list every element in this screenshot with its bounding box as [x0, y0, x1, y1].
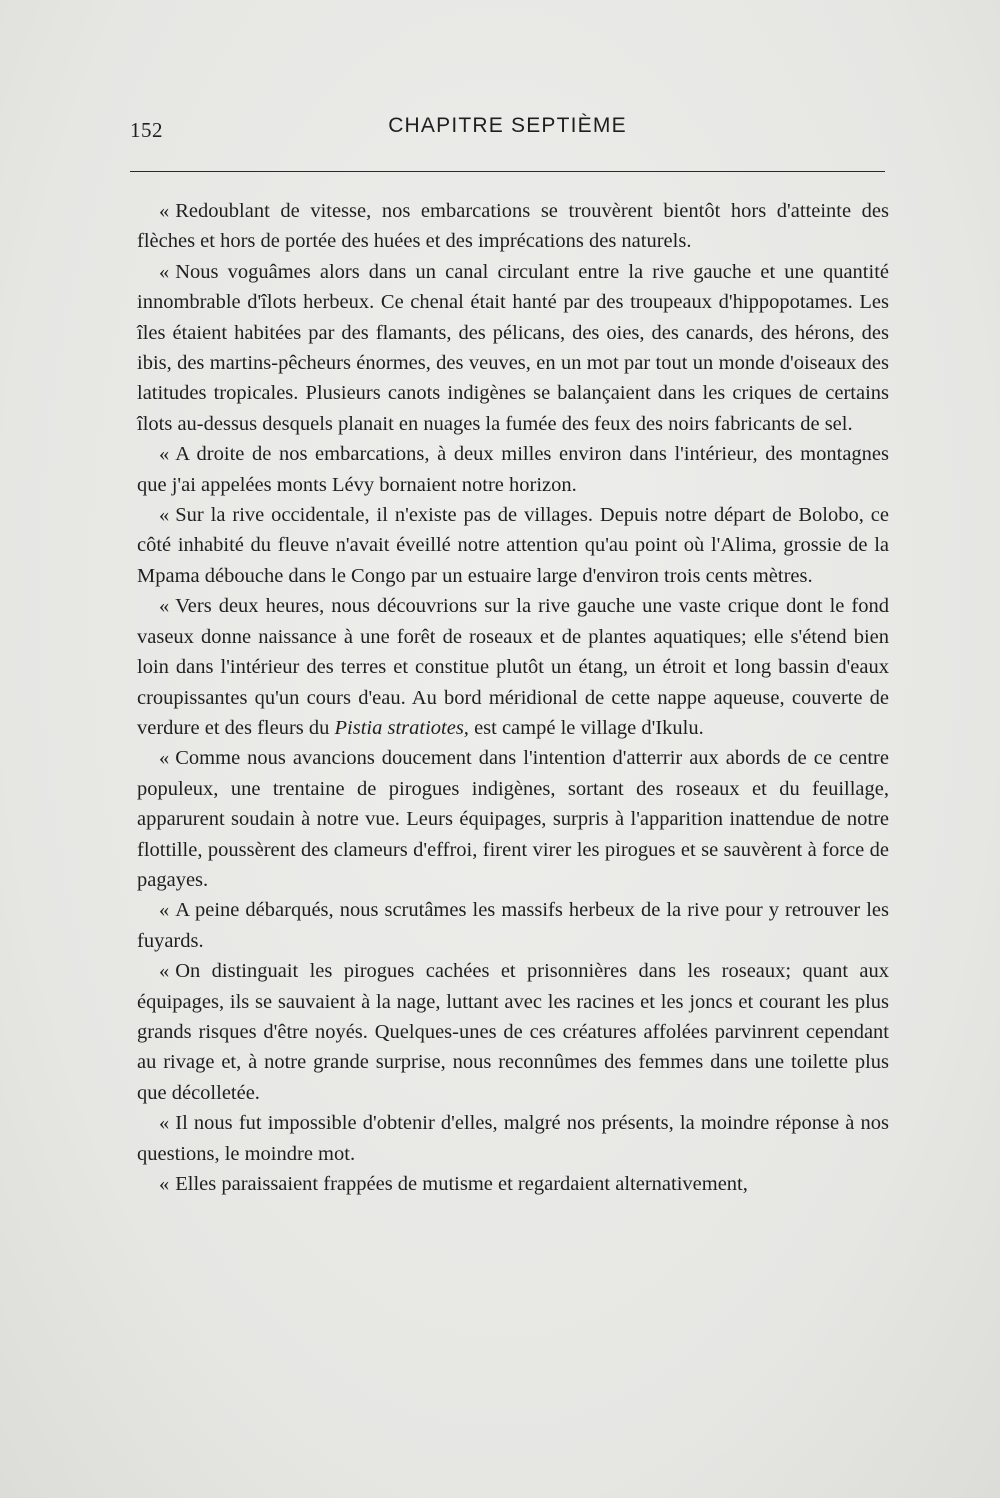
opening-guillemet: « [159, 1112, 170, 1135]
opening-guillemet: « [159, 899, 170, 922]
page-header [130, 114, 885, 144]
paragraph [137, 591, 889, 743]
paragraph-text: Vers deux heures, nous découvrions sur la rive gauche une vaste crique dont le fond vaseux donne naissance à une forêt de roseaux et de plantes aquatiques; elle s'étend bien loin dans l'intérieur des terres et constitue plutôt un étang, un étroit et long bassin d'eaux croupissantes qu'un cours d'eau. Au bord méridional de cette nappe aqueuse, couverte de verdure et des fleurs du [137, 595, 889, 739]
paragraph-text: est campé le village d'Ikulu. [468, 716, 704, 739]
opening-guillemet: « [159, 1173, 170, 1195]
paragraph-text: A peine débarqués, nous scrutâmes les massifs herbeux de la rive pour y retrouver les fuyards. [137, 899, 889, 952]
opening-guillemet: « [159, 260, 170, 283]
paragraph-text: Il nous fut impossible d'obtenir d'elles, malgré nos présents, la moindre réponse à nos questions, le moindre mot. [137, 1112, 889, 1165]
paragraph-text: Nous voguâmes alors dans un canal circulant entre la rive gauche et une quantité innombrable d'îlots herbeux. Ce chenal était hanté par des troupeaux d'hippopotames. Les îles étaient habitées par des flamants, des pélicans, des oies, des canards, des hérons, des ibis, des martins-pêcheurs énormes, des veuves, en un mot par tout un monde d'oiseaux des latitudes tropicales. Plusieurs canots indigènes se balançaient dans les criques de certains îlots au-dessus desquels planait en nuages la fumée des feux des noirs fabricants de sel. [137, 260, 889, 435]
paragraph-text: On distinguait les pirogues cachées et prisonnières dans les roseaux; quant aux équipages, ils se sauvaient à la nage, luttant avec les racines et les joncs et courant les plus grands risques d'être noyés. Quelques-unes de ces créatures affolées parvinrent cependant au rivage et, à notre grande surprise, nous reconnûmes des femmes dans une toilette plus que décolletée. [137, 960, 889, 1104]
paragraph [137, 956, 889, 1108]
paragraph [137, 439, 889, 500]
opening-guillemet: « [159, 443, 170, 466]
paragraph [137, 1169, 889, 1199]
species-name: Pistia stratiotes, [334, 716, 469, 739]
paragraph [137, 1108, 889, 1169]
paragraph [137, 895, 889, 956]
paragraph [137, 196, 889, 257]
paragraph [137, 743, 889, 895]
paragraph-text: Elles paraissaient frappées de mutisme et regardaient alternativement, [175, 1173, 748, 1195]
running-title: CHAPITRE SEPTIÈME [388, 114, 627, 137]
paragraph-text: A droite de nos embarcations, à deux milles environ dans l'intérieur, des montagnes que j'ai appelées monts Lévy bornaient notre horizon. [137, 443, 889, 496]
paragraph-text: Comme nous avancions doucement dans l'intention d'atterrir aux abords de ce centre populeux, une trentaine de pirogues indigènes, sortant des roseaux et du feuillage, apparurent soudain à notre vue. Leurs équipages, surpris à l'apparition inattendue de notre flottille, poussèrent des clameurs d'effroi, firent virer les pirogues et se sauvèrent à force de pagayes. [137, 747, 889, 891]
opening-guillemet: « [159, 747, 170, 770]
opening-guillemet: « [159, 200, 170, 222]
opening-guillemet: « [159, 595, 170, 618]
opening-guillemet: « [159, 960, 170, 983]
paragraph-text: Sur la rive occidentale, il n'existe pas de villages. Depuis notre départ de Bolobo, ce côté inhabité du fleuve n'avait éveillé notre attention qu'au point où l'Alima, grossie de la Mpama débouche dans le Congo par un estuaire large d'environ trois cents mètres. [137, 504, 889, 587]
paragraph [137, 257, 889, 439]
body-text [137, 196, 889, 1199]
paragraph [137, 500, 889, 591]
page-number: 152 [130, 118, 163, 142]
paragraph-text: Redoublant de vitesse, nos embarcations se trouvèrent bientôt hors d'atteinte des flèches et hors de portée des huées et des imprécations des naturels. [137, 200, 889, 253]
header-rule [130, 171, 885, 172]
opening-guillemet: « [159, 504, 170, 527]
